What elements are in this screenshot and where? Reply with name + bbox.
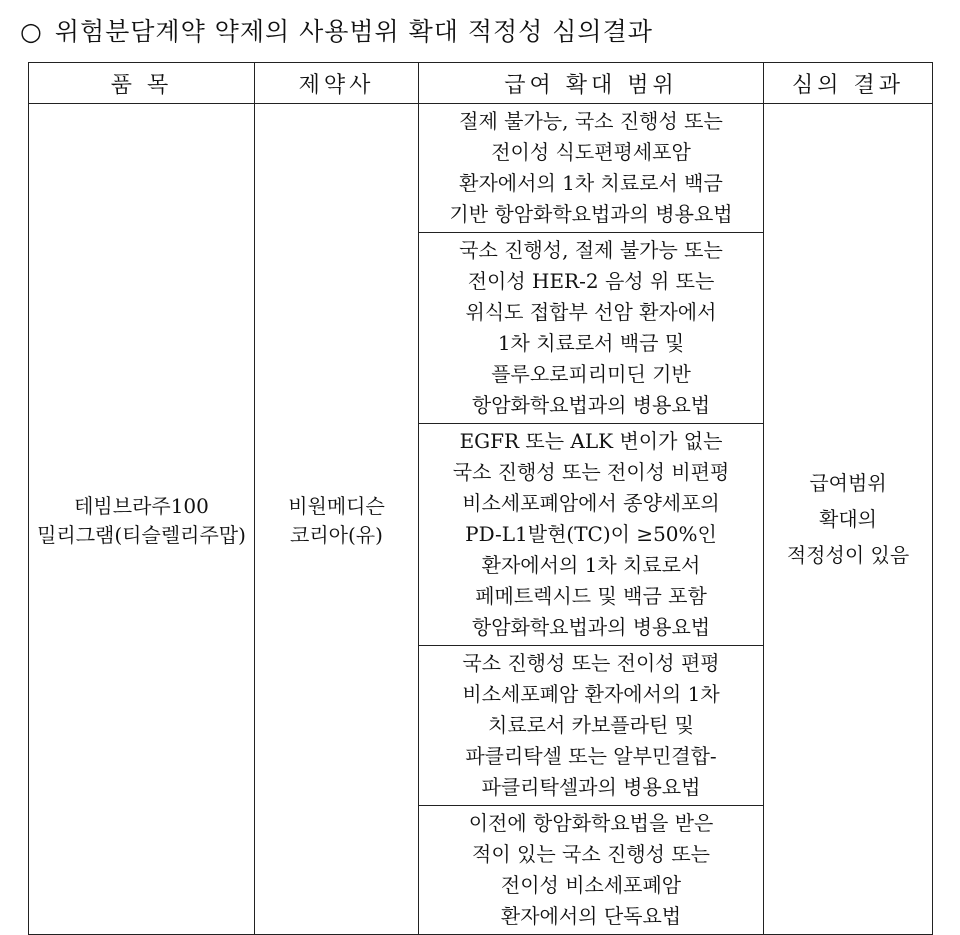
section-title: 위험분담계약 약제의 사용범위 확대 적정성 심의결과 xyxy=(54,17,653,46)
company-cell xyxy=(255,104,419,935)
result-line: 급여범위 xyxy=(809,471,887,495)
section-heading xyxy=(20,12,653,48)
result-line: 확대의 xyxy=(819,507,877,531)
product-name-line: 밀리그램(티슬렐리주맙) xyxy=(37,523,246,547)
scope-line: 항암화학요법과의 병용요법 xyxy=(471,615,711,639)
scope-line: 이전에 항암화학요법을 받은 xyxy=(468,811,714,835)
bullet-circle-icon: ○ xyxy=(20,17,43,46)
scope-line: 기반 항암화학요법과의 병용요법 xyxy=(449,202,733,226)
table-header-row xyxy=(29,63,933,104)
scope-line: 환자에서의 단독요법 xyxy=(500,904,682,928)
scope-cell-3 xyxy=(419,424,764,646)
scope-line: 파클리탁셀과의 병용요법 xyxy=(481,775,701,799)
header-result: 심의 결과 xyxy=(764,63,933,104)
scope-cell-2 xyxy=(419,233,764,424)
scope-line: PD-L1발현(TC)이 ≥50%인 xyxy=(465,522,717,546)
scope-line: 절제 불가능, 국소 진행성 또는 xyxy=(459,109,723,133)
scope-line: 비소세포폐암에서 종양세포의 xyxy=(462,491,720,515)
scope-line: 전이성 식도편평세포암 xyxy=(491,140,691,164)
result-cell xyxy=(764,104,933,935)
scope-cell-5 xyxy=(419,806,764,935)
scope-line: 1차 치료로서 백금 및 xyxy=(497,331,685,355)
scope-line: 환자에서의 1차 치료로서 xyxy=(481,553,701,577)
company-name-line: 코리아(유) xyxy=(290,523,383,547)
header-product: 품 목 xyxy=(29,63,255,104)
scope-line: 위식도 접합부 선암 환자에서 xyxy=(465,300,717,324)
company-name-line: 비원메디슨 xyxy=(288,494,385,518)
result-line: 적정성이 있음 xyxy=(786,543,910,567)
scope-line: 국소 진행성 또는 전이성 비편평 xyxy=(452,460,730,484)
scope-line: 페메트렉시드 및 백금 포함 xyxy=(475,584,707,608)
scope-line: 국소 진행성, 절제 불가능 또는 xyxy=(459,238,723,262)
deliberation-result-table xyxy=(28,62,933,935)
scope-line: 플루오로피리미딘 기반 xyxy=(491,362,691,386)
scope-line: 환자에서의 1차 치료로서 백금 xyxy=(459,171,723,195)
scope-line: 파클리탁셀 또는 알부민결합- xyxy=(465,744,717,768)
scope-line: 적이 있는 국소 진행성 또는 xyxy=(472,842,710,866)
scope-line: EGFR 또는 ALK 변이가 없는 xyxy=(459,429,723,453)
scope-cell-1 xyxy=(419,104,764,233)
scope-cell-4 xyxy=(419,646,764,806)
product-cell xyxy=(29,104,255,935)
scope-line: 비소세포폐암 환자에서의 1차 xyxy=(462,682,720,706)
product-name-line: 테빔브라주100 xyxy=(74,494,209,518)
scope-line: 전이성 HER-2 음성 위 또는 xyxy=(467,269,715,293)
table-row xyxy=(29,104,933,233)
scope-line: 전이성 비소세포폐암 xyxy=(500,873,682,897)
scope-line: 치료로서 카보플라틴 및 xyxy=(488,713,694,737)
scope-line: 국소 진행성 또는 전이성 편평 xyxy=(462,651,720,675)
header-scope: 급여 확대 범위 xyxy=(419,63,764,104)
header-company: 제약사 xyxy=(255,63,419,104)
scope-line: 항암화학요법과의 병용요법 xyxy=(471,393,711,417)
